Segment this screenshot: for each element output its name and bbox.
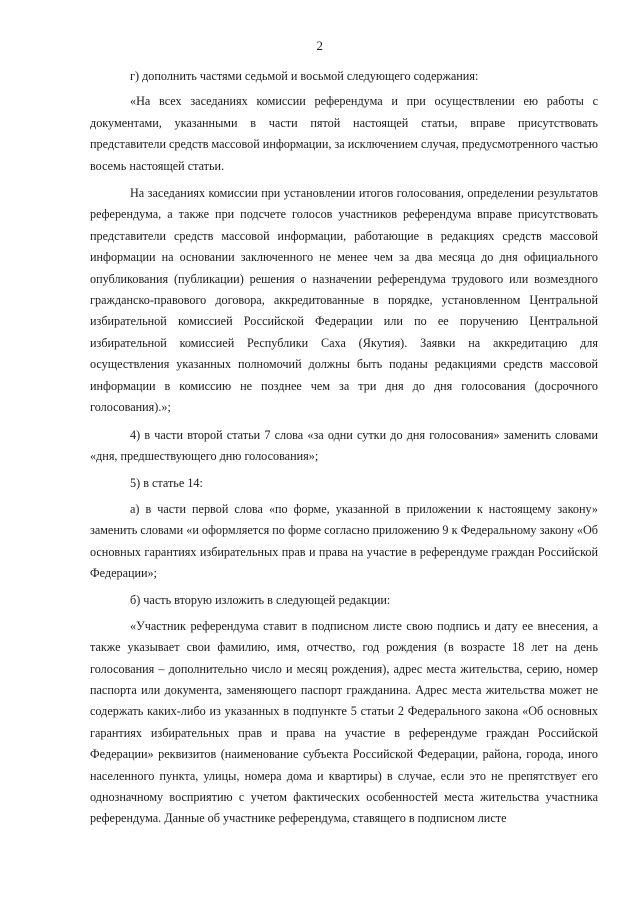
page-number: 2: [316, 38, 324, 53]
document-body: [90, 66, 598, 836]
paragraph-item-a: а) в части первой слова «по форме, указанной в приложении к настоящему закону» заменить словами «и оформляется по форме согласно приложению 9 к Федеральному закону «Об основных гарантиях избирательных прав и права на участие в референдуме граждан Российской Федерации»;: [90, 501, 598, 580]
paragraph-quote-part-seven: «На всех заседаниях комиссии референдума и при осуществлении ею работы с документами, указанными в части пятой настоящей статьи, вправе присутствовать представители средств массовой информации, за исключением случая, предусмотренного частью восемь настоящей статьи.: [90, 94, 598, 173]
paragraph-item-5: 5) в статье 14:: [130, 476, 203, 491]
paragraph-item-b: б) часть вторую изложить в следующей редакции:: [130, 593, 391, 608]
paragraph-quote-signature-rules: «Участник референдума ставит в подписном листе свою подпись и дату ее внесения, а также указывает свои фамилию, имя, отчество, год рождения (в возрасте 18 лет на день голосования – дополнительно число и месяц рождения), адрес места жительства, серию, номер паспорта или документа, заменяющего паспорт гражданина. Адрес места жительства может не содержать каких-либо из указанных в подпункте 5 статьи 2 Федерального закона «Об основных гарантиях избирательных прав и права на участие в референдуме граждан Российской Федерации» реквизитов (наименование субъекта Российской Федерации, района, города, иного населенного пункта, улицы, номера дома и квартиры) в случае, если это не препятствует его однозначному восприятию с учетом фактических особенностей места жительства участника референдума. Данные об участнике референдума, ставящего в подписном листе: [90, 618, 598, 826]
paragraph-item-4: 4) в части второй статьи 7 слова «за одни сутки до дня голосования» заменить словами «дня, предшествующего дню голосования»;: [90, 427, 598, 463]
paragraph-part-eight: На заседаниях комиссии при установлении итогов голосования, определении результатов референдума, а также при подсчете голосов участников референдума вправе присутствовать представители средств массовой информации, работающие в редакциях средств массовой информации на основании заключенного не менее чем за два месяца до дня официального опубликования (публикации) решения о назначении референдума трудового или возмездного гражданско-правового договора, аккредитованные в порядке, установленном Центральной избирательной комиссией Российской Федерации или по ее поручению Центральной избирательной комиссией Республики Саха (Якутия). Заявки на аккредитацию для осуществления указанных полномочий должны быть поданы редакциями средств массовой информации в комиссию не позднее чем за три дня до дня голосования (досрочного голосования).»;: [90, 186, 598, 415]
paragraph-item-g: г) дополнить частями седьмой и восьмой следующего содержания:: [130, 69, 479, 83]
